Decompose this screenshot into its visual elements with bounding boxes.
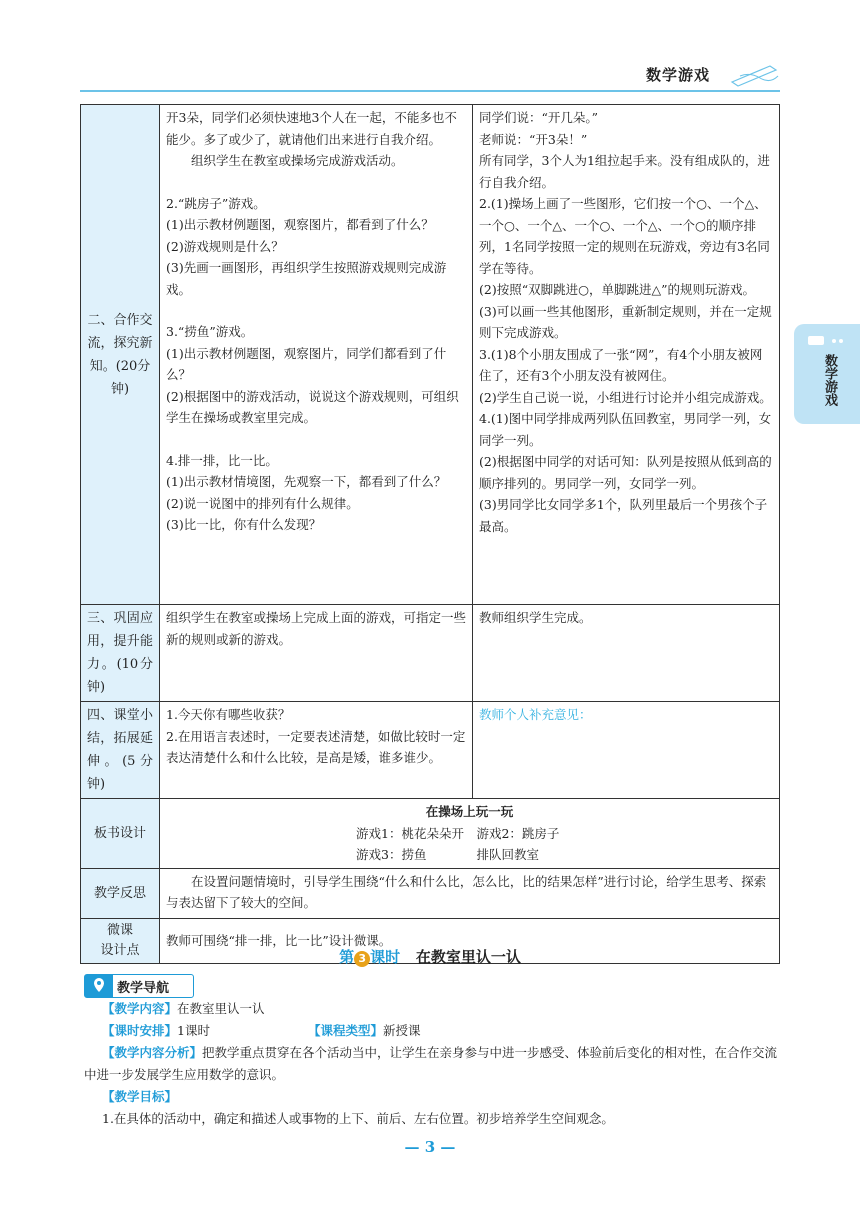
lesson-number-badge: 3 bbox=[354, 951, 370, 967]
table-row bbox=[81, 605, 780, 702]
chalk-icon bbox=[804, 332, 850, 348]
goal-heading bbox=[102, 1086, 798, 1108]
student-activity-cell bbox=[473, 105, 780, 605]
hours-line bbox=[102, 1020, 798, 1042]
paragraph: 老师说：“开3朵！” bbox=[479, 131, 588, 147]
paragraph: 开3朵，同学们必须快速地3个人在一起，不能多也不能少。多了或少了，就请他们出来进行自我介绍。 bbox=[166, 110, 457, 147]
paragraph: (3)先画一画图形，再组织学生按照游戏规则完成游戏。 bbox=[166, 260, 447, 297]
paragraph: (2)根据图中的游戏活动，说说这个游戏规则，可组织学生在操场或教室里完成。 bbox=[166, 388, 459, 425]
paragraph: 所有同学，3个人为1组拉起手来。没有组成队的，进行自我介绍。 bbox=[479, 153, 770, 190]
table-row bbox=[81, 105, 780, 605]
paragraph: 2.“跳房子”游戏。 bbox=[166, 195, 266, 211]
analysis-paragraph bbox=[84, 1042, 780, 1086]
student-activity-cell: 教师组织学生完成。 bbox=[473, 605, 780, 702]
micro-label-line: 微课 bbox=[106, 922, 133, 938]
board-line: 游戏1：桃花朵朵开 游戏2：跳房子 bbox=[356, 825, 560, 841]
paragraph: 2.(1)操场上画了一些图形，它们按一个○、一个△、一个○、一个△、一个○、一个△、一个○的顺序排列，1名同学按照一定的规则在玩游戏，旁边有3名同学在等待。 bbox=[479, 196, 770, 276]
reflection-text: 在设置问题情境时，引导学生围绕“什么和什么比，怎么比，比的结果怎样”进行讨论，给学生思考、探索与表达留下了较大的空间。 bbox=[160, 868, 780, 918]
table-row bbox=[81, 702, 780, 799]
stage-cell: 三、巩固应用，提升能力。(10分钟) bbox=[81, 605, 160, 702]
paragraph: 4.(1)图中同学排成两列队伍回教室，男同学一列，女同学一列。 bbox=[479, 411, 772, 448]
board-title: 在操场上玩一玩 bbox=[425, 804, 514, 819]
type-tag: 【课程类型】 bbox=[307, 1023, 383, 1038]
content-line bbox=[102, 998, 798, 1020]
micro-label-line: 设计点 bbox=[100, 942, 140, 958]
micro-text: 教师可围绕“排一排，比一比”设计微课。 bbox=[160, 918, 780, 963]
paragraph: 3.(1)8个小朋友围成了一张“网”，有4个小朋友被网住了，还有3个小朋友没有被网住。 bbox=[479, 346, 763, 383]
stage-cell: 二、合作交流，探究新知。(20分钟) bbox=[81, 105, 160, 605]
board-line: 游戏3：捞鱼 排队回教室 bbox=[356, 847, 539, 862]
side-tab-label: 数学游戏 bbox=[822, 354, 837, 406]
lesson-suffix: 课时 bbox=[370, 948, 401, 966]
paragraph: (2)学生自己说一说，小组进行讨论并小组完成游戏。 bbox=[479, 389, 772, 405]
teacher-activity-cell: 组织学生在教室或操场上完成上面的游戏，可指定一些新的规则或新的游戏。 bbox=[160, 605, 473, 702]
paragraph: (1)出示教材例题图，观察图片，同学们都看到了什么？ bbox=[166, 345, 447, 382]
paragraph: (3)可以画一些其他图形，重新制定规则，并在一定规则下完成游戏。 bbox=[479, 303, 772, 340]
paragraph: (3)男同学比女同学多1个，队列里最后一个男孩个子最高。 bbox=[479, 497, 768, 534]
paragraph: 组织学生在教室或操场完成游戏活动。 bbox=[191, 153, 404, 168]
paragraph: (1)出示教材情境图，先观察一下，都看到了什么？ bbox=[166, 474, 447, 489]
paragraph: 3.“捞鱼”游戏。 bbox=[166, 324, 254, 339]
lesson-prefix: 第 bbox=[339, 948, 355, 966]
hours-text: 1课时 bbox=[177, 1023, 210, 1038]
paragraph: (3)比一比，你有什么发现？ bbox=[166, 517, 322, 532]
analysis-tag: 【教学内容分析】 bbox=[102, 1045, 203, 1060]
type-text: 新授课 bbox=[382, 1023, 421, 1038]
header-title: 数学游戏 bbox=[646, 66, 711, 84]
table-row bbox=[81, 868, 780, 918]
header-rule bbox=[80, 90, 780, 92]
teacher-activity-cell bbox=[160, 105, 473, 605]
table-row bbox=[81, 799, 780, 869]
lesson-heading bbox=[0, 946, 860, 967]
content-tag: 【教学内容】 bbox=[102, 1001, 178, 1016]
content-text: 在教室里认一认 bbox=[177, 1001, 265, 1016]
location-icon bbox=[85, 975, 113, 997]
board-label: 板书设计 bbox=[81, 799, 160, 869]
hours-tag: 【课时安排】 bbox=[102, 1023, 178, 1038]
paragraph: 同学们说：“开几朵。” bbox=[479, 110, 599, 125]
paragraph: (2)游戏规则是什么？ bbox=[166, 238, 284, 254]
nav-label: 教学导航 bbox=[117, 981, 170, 996]
board-design-cell bbox=[160, 799, 780, 869]
teacher-activity-cell bbox=[160, 702, 473, 799]
paragraph: (2)根据图中同学的对话可知：队列是按照从低到高的顺序排列的。男同学一列，女同学一列。 bbox=[479, 454, 772, 491]
paragraph: 1.今天你有哪些收获？ bbox=[166, 707, 291, 722]
lesson-title: 在教室里认一认 bbox=[415, 948, 521, 966]
side-tab bbox=[794, 324, 860, 424]
teacher-notes-cell: 教师个人补充意见： bbox=[473, 702, 780, 799]
paragraph: (2)按照“双脚跳进○，单脚跳进△”的规则玩游戏。 bbox=[479, 282, 756, 297]
lesson-table bbox=[80, 104, 780, 964]
pencil-deco-icon bbox=[730, 60, 780, 88]
paragraph: 4.排一排，比一比。 bbox=[166, 452, 278, 468]
goal-tag: 【教学目标】 bbox=[102, 1089, 178, 1104]
analysis-text: 把教学重点贯穿在各个活动当中，让学生在亲身参与中进一步感受、体验前后变化的相对性，在合作交流中进一步发展学生应用数学的意识。 bbox=[84, 1045, 778, 1082]
reflection-label: 教学反思 bbox=[81, 868, 160, 918]
nav-tag bbox=[84, 974, 194, 998]
goal-item: 1.在具体的活动中，确定和描述人或事物的上下、前后、左右位置。初步培养学生空间观念。 bbox=[102, 1111, 614, 1126]
paragraph: (2)说一说图中的排列有什么规律。 bbox=[166, 495, 359, 511]
paragraph: (1)出示教材例题图，观察图片，都看到了什么？ bbox=[166, 217, 434, 232]
paragraph: 2.在用语言表述时，一定要表述清楚，如做比较时一定表达清楚什么和什么比较，是高是矮，谁多谁少。 bbox=[166, 728, 466, 765]
stage-cell: 四、课堂小结，拓展延伸。(5分钟) bbox=[81, 702, 160, 799]
page-number: — 3 — bbox=[404, 1138, 456, 1156]
